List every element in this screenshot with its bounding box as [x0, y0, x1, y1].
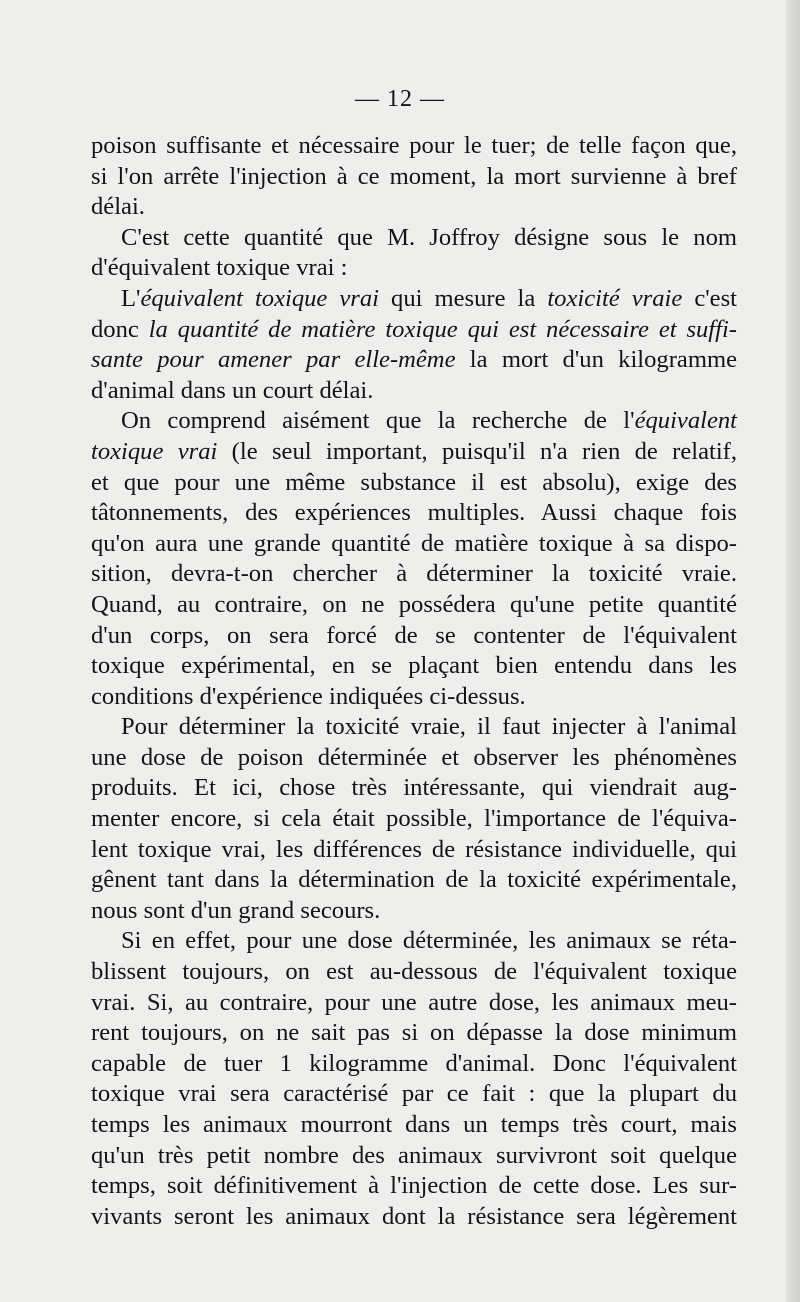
page-number: — 12 —	[355, 86, 445, 112]
text-line: C'est cette quantité que M. Joffroy désigne sous le nom	[121, 223, 737, 251]
text-line: tâtonnements, des expériences multiples. Aussi chaque fois	[91, 499, 737, 527]
text-line-mixed: sante pour amener par elle-même la mort d'un kilogramme	[91, 346, 738, 374]
text-line: rent toujours, on ne sait pas si on dépasse la dose minimum	[91, 1019, 737, 1047]
text-line: si l'on arrête l'injection à ce moment, la mort survienne à bref	[91, 162, 737, 190]
text-line: une dose de poison déterminée et observer les phénomènes	[91, 743, 737, 771]
text-line: lent toxique vrai, les différences de résistance individuelle, qui	[91, 835, 737, 863]
italic-phrase: équivalent toxique vrai	[140, 284, 379, 312]
text-line: gênent tant dans la détermination de la toxicité expérimentale,	[91, 866, 737, 894]
body-text	[91, 131, 737, 1232]
italic-phrase: sante pour amener par elle-même	[91, 346, 456, 374]
text-line: d'équivalent toxique vrai :	[91, 254, 348, 282]
text-line: Quand, au contraire, on ne possédera qu'une petite quantité	[91, 590, 737, 618]
text-line: sition, devra-t-on chercher à déterminer la toxicité vraie.	[91, 560, 737, 588]
text-line: produits. Et ici, chose très intéressante, qui viendrait aug-	[91, 774, 737, 802]
text-line: conditions d'expérience indiquées ci-dessus.	[91, 682, 526, 710]
text-line: qu'on aura une grande quantité de matière toxique à sa dispo-	[91, 529, 737, 557]
text-line: vrai. Si, au contraire, pour une autre dose, les animaux meu-	[91, 988, 737, 1016]
italic-phrase: équivalent	[634, 407, 737, 435]
text-line: et que pour une même substance il est absolu), exige des	[91, 468, 737, 496]
page-gutter-shadow	[786, 0, 800, 1302]
text-line-mixed: On comprend aisément que la recherche de l'équivalent	[121, 407, 737, 435]
italic-phrase: la quantité de matière toxique qui est nécessaire et suffi-	[148, 315, 737, 343]
text-line-mixed: donc la quantité de matière toxique qui est nécessaire et suffi-	[91, 315, 737, 343]
text-line: temps les animaux mourront dans un temps très court, mais	[91, 1111, 737, 1138]
text-line-mixed: toxique vrai (le seul important, puisqu'il n'a rien de relatif,	[91, 437, 737, 465]
text-line: temps, soit définitivement à l'injection de cette dose. Les sur-	[91, 1172, 737, 1200]
text-line: d'animal dans un court délai.	[91, 376, 374, 404]
text-line: Si en effet, pour une dose déterminée, les animaux se réta-	[121, 927, 737, 955]
text-line: nous sont d'un grand secours.	[91, 896, 381, 924]
text-line: toxique vrai sera caractérisé par ce fait : que la plupart du	[91, 1080, 737, 1108]
text-line: qu'un très petit nombre des animaux survivront soit quelque	[91, 1141, 737, 1169]
text-line: capable de tuer 1 kilogramme d'animal. Donc l'équivalent	[91, 1049, 737, 1077]
text-line: blissent toujours, on est au-dessous de l'équivalent toxique	[91, 958, 737, 986]
text-line: vivants seront les animaux dont la résistance sera légèrement	[91, 1202, 737, 1230]
italic-phrase: toxique vrai	[91, 437, 218, 465]
text-line: toxique expérimental, en se plaçant bien entendu dans les	[91, 652, 737, 680]
text-line: Pour déterminer la toxicité vraie, il faut injecter à l'animal	[121, 713, 737, 741]
italic-phrase: toxicité vraie	[547, 284, 683, 312]
text-line: délai.	[91, 193, 145, 221]
text-line: poison suffisante et nécessaire pour le tuer; de telle façon que,	[91, 132, 737, 159]
text-line-mixed: L'équivalent toxique vrai qui mesure la toxicité vraie c'est	[121, 284, 737, 312]
text-line: d'un corps, on sera forcé de se contenter de l'équivalent	[91, 621, 737, 649]
text-line: menter encore, si cela était possible, l'importance de l'équiva-	[91, 805, 737, 833]
